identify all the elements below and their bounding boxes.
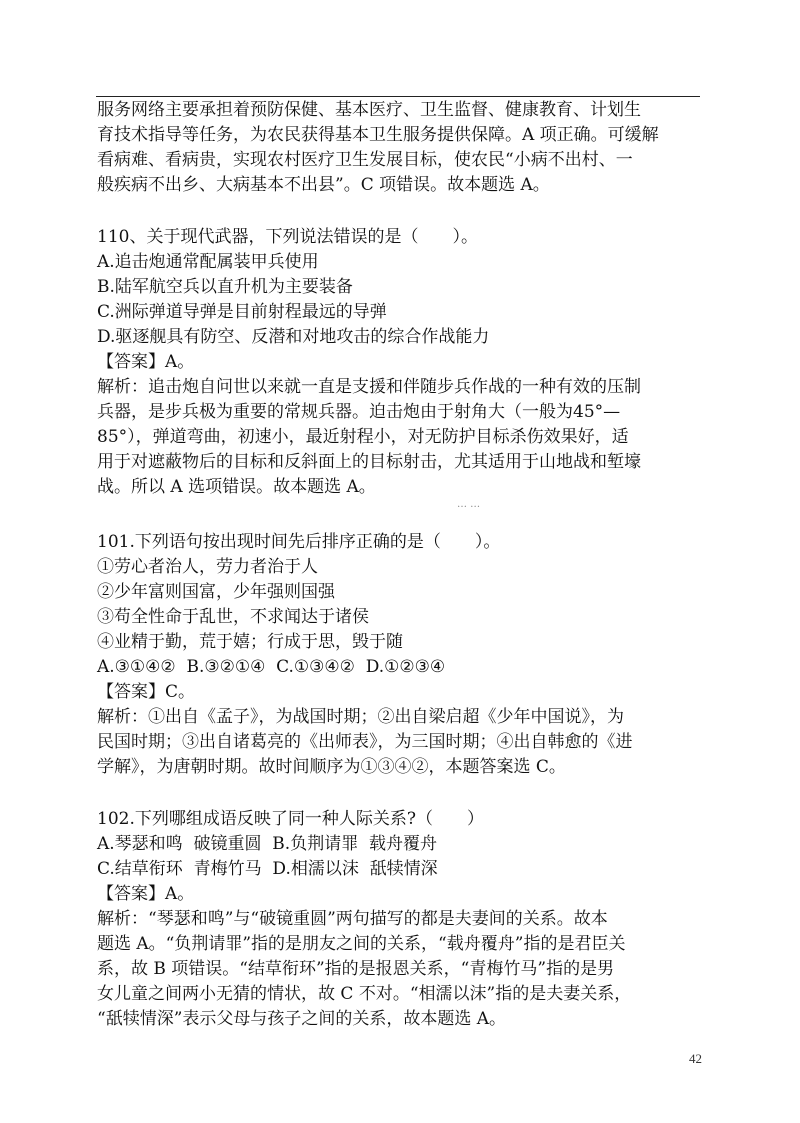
statement-1: ①劳心者治人，劳力者治于人	[97, 557, 318, 577]
analysis-line: 民国时期；③出自诸葛亮的《出师表》，为三国时期；④出自韩愈的《进	[97, 732, 633, 752]
question-110	[97, 225, 703, 512]
question-101	[97, 530, 703, 780]
spacer	[97, 198, 703, 225]
option-b: B.陆军航空兵以直升机为主要装备	[97, 277, 353, 297]
spacer	[97, 780, 703, 807]
page-number: 42	[689, 1051, 702, 1066]
intro-paragraph	[97, 98, 703, 198]
option-d: D.驱逐舰具有防空、反潜和对地攻击的综合作战能力	[97, 327, 490, 347]
analysis-line: 题选 A。“负荆请罪”指的是朋友之间的关系，“载舟覆舟”指的是君臣关	[97, 934, 626, 954]
text-line: 看病难、看病贵，实现农村医疗卫生发展目标，使农民“小病不出村、一	[97, 150, 633, 170]
options-line: A.③①④② B.③②①④ C.①③④② D.①②③④	[97, 657, 446, 677]
analysis-line: 用于对遮蔽物后的目标和反斜面上的目标射击，尤其适用于山地战和堑壕	[97, 452, 641, 472]
options-line: A.琴瑟和鸣 破镜重圆 B.负荆请罪 载舟覆舟	[97, 834, 437, 854]
text-line: 般疾病不出乡、大病基本不出县”。C 项错误。故本题选 A。	[97, 175, 550, 195]
stray-dots: … …	[457, 499, 481, 510]
spacer	[97, 512, 703, 530]
options-line: C.结草衔环 青梅竹马 D.相濡以沫 舐犊情深	[97, 859, 438, 879]
page-content	[97, 98, 703, 1032]
statement-4: ④业精于勤，荒于嬉；行成于思，毁于随	[97, 632, 403, 652]
header-rule	[96, 96, 700, 97]
analysis-line: 解析：“琴瑟和鸣”与“破镜重圆”两句描写的都是夫妻间的关系。故本	[97, 909, 608, 929]
analysis-line: 系，故 B 项错误。“结草衔环”指的是报恩关系，“青梅竹马”指的是男	[97, 959, 615, 979]
analysis-line: 战。所以 A 选项错误。故本题选 A。	[97, 477, 376, 497]
answer-line: 【答案】A。	[97, 352, 195, 372]
statement-2: ②少年富则国富，少年强则国强	[97, 582, 335, 602]
text-line: 育技术指导等任务，为农民获得基本卫生服务提供保障。A 项正确。可缓解	[97, 125, 659, 145]
question-text: 102.下列哪组成语反映了同一种人际关系?（ ）	[97, 809, 484, 829]
answer-line: 【答案】A。	[97, 884, 195, 904]
option-c: C.洲际弹道导弹是目前射程最远的导弹	[97, 302, 387, 322]
answer-line: 【答案】C。	[97, 682, 196, 702]
analysis-line: 女儿童之间两小无猜的情状，故 C 不对。“相濡以沫”指的是夫妻关系，	[97, 984, 632, 1004]
analysis-line: 学解》，为唐朝时期。故时间顺序为①③④②，本题答案选 C。	[97, 757, 566, 777]
analysis-line: 兵器，是步兵极为重要的常规兵器。迫击炮由于射角大（一般为45°—	[97, 402, 621, 422]
question-102	[97, 807, 703, 1032]
text-line: 服务网络主要承担着预防保健、基本医疗、卫生监督、健康教育、计划生	[97, 100, 641, 120]
analysis-line: 解析：①出自《孟子》，为战国时期；②出自梁启超《少年中国说》，为	[97, 707, 624, 727]
question-text: 110、关于现代武器，下列说法错误的是（ ）。	[97, 227, 478, 247]
statement-3: ③苟全性命于乱世，不求闻达于诸侯	[97, 607, 369, 627]
analysis-line: 85°），弹道弯曲，初速小，最近射程小，对无防护目标杀伤效果好，适	[97, 427, 629, 447]
question-text: 101.下列语句按出现时间先后排序正确的是（ ）。	[97, 532, 501, 552]
analysis-line: 解析：追击炮自问世以来就一直是支援和伴随步兵作战的一种有效的压制	[97, 377, 641, 397]
option-a: A.追击炮通常配属装甲兵使用	[97, 252, 319, 272]
analysis-line: “舐犊情深”表示父母与孩子之间的关系，故本题选 A。	[97, 1009, 507, 1029]
